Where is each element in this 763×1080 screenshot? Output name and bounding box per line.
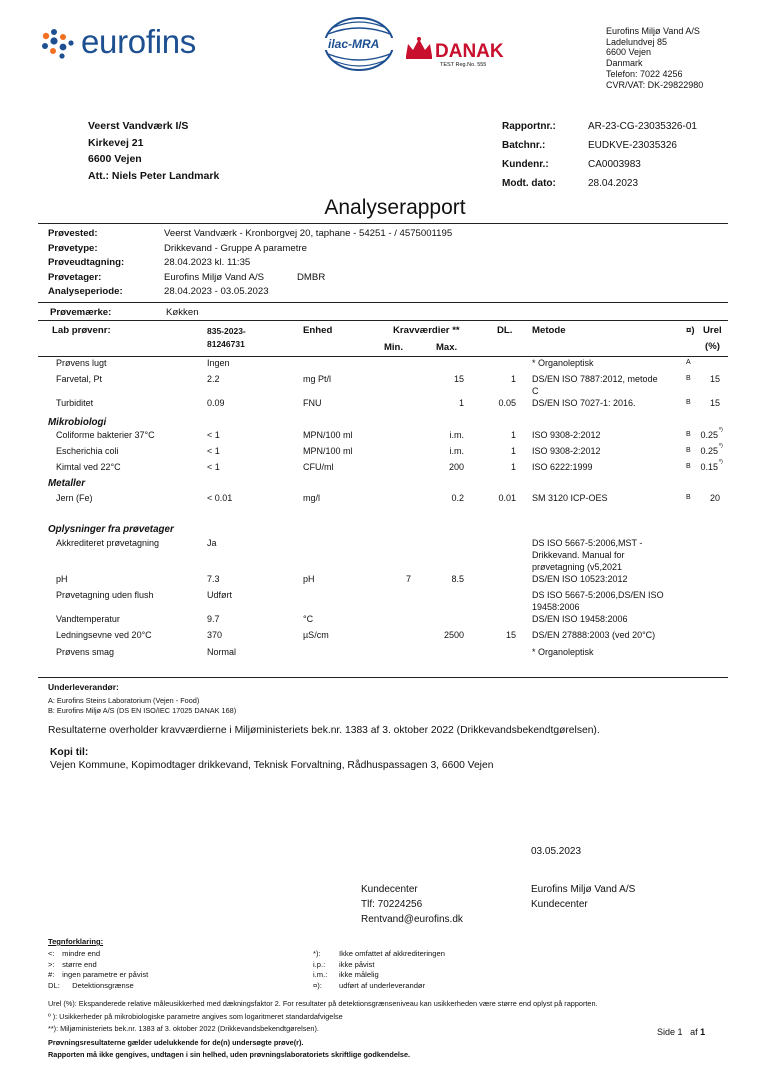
- unit: µS/cm: [303, 630, 329, 640]
- legend-item: *): Ikke omfattet af akkrediteringen: [313, 949, 445, 958]
- method: DS/EN ISO 19458:2006: [532, 614, 628, 624]
- info-value: Drikkevand - Gruppe A parametre: [164, 242, 307, 254]
- method: ISO 9308-2:2012: [532, 430, 601, 440]
- method: DS ISO 5667-5:2006,DS/EN ISO: [532, 590, 664, 600]
- col-urel-pct: (%): [705, 341, 720, 352]
- footer-note-1: Prøvningsresultaterne gælder udelukkende for de(n) undersøgte prøve(r).: [48, 1038, 304, 1047]
- parameter-name: Prøvens lugt: [56, 358, 107, 368]
- contact-center: Kundecenter: [361, 884, 418, 895]
- meta-row: [502, 155, 697, 174]
- info-value: Veerst Vandværk - Kronborgvej 20, taphane - 54251 - / 4575001195: [164, 228, 453, 239]
- result-value: < 0.01: [207, 493, 233, 503]
- meta-row: [502, 174, 697, 193]
- unit: MPN/100 ml: [303, 430, 353, 440]
- address-line: Telefon: 7022 4256: [606, 68, 683, 79]
- ilac-wordmark: ilac-MRA: [328, 37, 380, 51]
- danak-reg: TEST Reg.No. 555: [440, 62, 487, 68]
- eurofins-dots-icon: [40, 28, 76, 60]
- parameter-name: Prøvens smag: [56, 647, 115, 657]
- unit: mg/l: [303, 493, 321, 503]
- info-value: 28.04.2023 kl. 11:35: [164, 257, 251, 269]
- accreditation-mark: B: [686, 494, 691, 501]
- result-value: 2.2: [207, 374, 220, 384]
- accreditation-mark: B: [686, 399, 691, 406]
- conclusion: Resultaterne overholder kravværdierne i Miljøministeriets bek.nr. 1383 af 3. oktober 2022 (Drikkevandsbekendtgørelsen).: [48, 725, 600, 736]
- info-label: Prøveudtagning:: [48, 257, 125, 269]
- col-dl: DL.: [497, 325, 513, 336]
- divider: [38, 677, 728, 678]
- method: ISO 6222:1999: [532, 462, 593, 472]
- result-value: Ja: [207, 538, 217, 548]
- legend-item: #: ingen parametre er påvist: [48, 970, 149, 980]
- meta-value: CA0003983: [588, 159, 641, 170]
- section-title: Oplysninger fra prøvetager: [48, 524, 174, 535]
- urel-value: 15: [709, 374, 720, 384]
- ilac-mra-logo: [322, 16, 396, 72]
- method: DS ISO 5667-5:2006,MST -: [532, 538, 643, 548]
- address-line: CVR/VAT: DK-29822980: [606, 79, 704, 90]
- max-value: 0.2: [451, 493, 464, 503]
- result-value: 370: [207, 630, 223, 640]
- col-method: Metode: [532, 325, 566, 336]
- section-title: Metaller: [48, 478, 86, 489]
- method: * Organoleptisk: [532, 358, 594, 368]
- col-max: Max.: [436, 342, 458, 353]
- parameter-name: Kimtal ved 22°C: [56, 462, 121, 472]
- result-value: Udført: [207, 590, 233, 600]
- eurofins-logo: [40, 22, 220, 66]
- sample-marking: [50, 307, 199, 318]
- parameter-name: pH: [56, 574, 68, 584]
- recipient-line: 6600 Vejen: [88, 153, 142, 165]
- divider: [38, 320, 728, 321]
- unit: °C: [303, 614, 314, 624]
- max-value: 15: [453, 374, 464, 384]
- parameter-name: Ledningsevne ved 20°C: [56, 630, 152, 640]
- max-value: 2500: [443, 630, 464, 640]
- parameter-name: Turbiditet: [56, 398, 94, 408]
- subcontractor-title: Underleverandør:: [48, 682, 119, 692]
- method-line-3: prøvetagning (v5,2021: [532, 562, 623, 572]
- address-line: Ladelundvej 85: [606, 36, 668, 47]
- copy-title: Kopi til:: [50, 747, 89, 758]
- urel-value: 15: [709, 398, 720, 408]
- recipient-line: Veerst Vandværk I/S: [88, 120, 189, 132]
- page-number: Side 1 af 1: [657, 1027, 706, 1037]
- method: DS/EN 27888:2003 (ved 20°C): [532, 630, 656, 640]
- sample-id-2: 81246731: [207, 339, 245, 349]
- meta-row: [502, 117, 697, 136]
- max-value: 1: [458, 398, 464, 408]
- unit: mg Pt/l: [303, 374, 332, 384]
- contact-dept: Kundecenter: [531, 899, 588, 910]
- col-urel: Urel: [703, 325, 722, 336]
- meta-label: Modt. dato:: [502, 178, 556, 189]
- section-title: Mikrobiologi: [48, 417, 107, 428]
- result-value: < 1: [207, 430, 220, 440]
- detection-limit: 1: [510, 446, 516, 456]
- accreditation-mark: B: [686, 431, 691, 438]
- meta-value: 28.04.2023: [588, 178, 639, 189]
- address-line: Danmark: [606, 58, 643, 69]
- parameter-name: Akkrediteret prøvetagning: [56, 538, 160, 548]
- subcontractor-item: A: Eurofins Steins Laboratorium (Vejen - Food): [48, 696, 200, 705]
- contact-phone: Tlf: 70224256: [361, 899, 423, 910]
- method: ISO 9308-2:2012: [532, 446, 601, 456]
- method-line-2: Drikkevand. Manual for: [532, 550, 625, 560]
- eurofins-wordmark: eurofins: [81, 23, 197, 60]
- subcontractor-list: [48, 696, 236, 716]
- address-line: 6600 Vejen: [606, 47, 652, 58]
- method-line-2: 19458:2006: [532, 602, 580, 612]
- meta-value: AR-23-CG-23035326-01: [588, 121, 697, 132]
- divider: [38, 302, 728, 303]
- report-meta: [502, 117, 697, 193]
- info-row: [48, 227, 452, 242]
- parameter-name: Vandtemperatur: [56, 614, 120, 624]
- divider: [38, 223, 728, 224]
- urel-value: 0.25: [700, 430, 718, 440]
- meta-row: [502, 136, 697, 155]
- min-value: 7: [405, 574, 411, 584]
- accreditation-mark: A: [686, 359, 691, 366]
- legend-item: i.p.: ikke påvist: [313, 959, 375, 969]
- info-value: Eurofins Miljø Vand A/S: [164, 271, 265, 283]
- danak-logo: [404, 32, 514, 72]
- sample-id-1: 835-2023-: [207, 326, 246, 336]
- unit: pH: [303, 574, 315, 584]
- table-header: [0, 322, 763, 356]
- result-value: 0.09: [207, 398, 225, 408]
- info-label: Prøvetager:: [48, 271, 102, 283]
- info-row: [48, 285, 452, 300]
- urel-superscript: º): [719, 459, 723, 465]
- copy-text: Vejen Kommune, Kopimodtager drikkevand, Teknisk Forvaltning, Rådhuspassagen 3, 6600 Vejen: [50, 760, 494, 771]
- legend-item: DL: Detektionsgrænse: [48, 981, 134, 991]
- urel-value: 20: [709, 493, 720, 503]
- result-value: < 1: [207, 446, 220, 456]
- method-line-2: C: [532, 386, 539, 396]
- parameter-name: Escherichia coli: [56, 446, 119, 456]
- legend-notes: [48, 998, 748, 1036]
- footer-note-2: Rapporten må ikke gengives, undtagen i sin helhed, uden prøvningslaboratoriets skriftlige godkendelse.: [48, 1050, 411, 1059]
- recipient-line: Att.: Niels Peter Landmark: [88, 169, 220, 182]
- info-label: Analyseperiode:: [48, 286, 123, 298]
- unit: MPN/100 ml: [303, 446, 353, 456]
- method: * Organoleptisk: [532, 647, 594, 657]
- result-value: 7.3: [207, 574, 220, 584]
- legend-item: <: mindre end: [48, 949, 101, 958]
- divider: [38, 356, 728, 357]
- accreditation-mark: B: [686, 447, 691, 454]
- contact-email: Rentvand@eurofins.dk: [361, 914, 463, 925]
- sample-info: [48, 227, 452, 300]
- urel-value: 0.25: [700, 446, 718, 456]
- legend-note: Urel (%): Ekspanderede relative måleusikkerhed med dækningsfaktor 2. For resultater på detektionsgrænseniveau kan usikkerheden være større end oplyst på rapporten.: [48, 999, 598, 1008]
- method: DS/EN ISO 10523:2012: [532, 574, 628, 584]
- recipient-line: Kirkevej 21: [88, 136, 144, 149]
- detection-limit: 1: [510, 430, 516, 440]
- info-row: [48, 256, 452, 271]
- result-value: < 1: [207, 462, 220, 472]
- company-address: [606, 26, 703, 90]
- legend-item: >: større end: [48, 959, 97, 969]
- unit: FNU: [303, 398, 322, 408]
- max-value: 8.5: [451, 574, 464, 584]
- info-label: Prøvested:: [48, 228, 98, 239]
- contact-right: [531, 882, 635, 912]
- col-req: Kravværdier **: [393, 325, 460, 336]
- method: SM 3120 ICP-OES: [532, 493, 608, 503]
- legend-note: º ): Usikkerheder på mikrobiologiske parametre angives som logaritmeret standardafvigelse: [48, 1011, 343, 1021]
- legend-title: Tegnforklaring:: [48, 937, 104, 946]
- info-row: [48, 242, 452, 257]
- accreditation-mark: B: [686, 375, 691, 382]
- info-row: [48, 271, 452, 286]
- info-label: Prøvetype:: [48, 242, 98, 254]
- result-value: Normal: [207, 647, 237, 657]
- method: DS/EN ISO 7887:2012, metode: [532, 374, 658, 384]
- detection-limit: 1: [510, 462, 516, 472]
- info-value: 28.04.2023 - 03.05.2023: [164, 286, 269, 298]
- parameter-name: Jern (Fe): [56, 493, 93, 503]
- legend-left: [48, 949, 148, 992]
- accreditation-mark: B: [686, 463, 691, 470]
- contact-left: [361, 882, 463, 927]
- urel-superscript: º): [719, 443, 723, 449]
- max-value: i.m.: [449, 446, 464, 456]
- report-date: 03.05.2023: [531, 846, 582, 857]
- page-title: Analyserapport: [324, 196, 466, 219]
- meta-label: Kundenr.:: [502, 159, 549, 170]
- urel-superscript: º): [719, 427, 723, 433]
- result-value: 9.7: [207, 614, 220, 624]
- detection-limit: 15: [505, 630, 516, 640]
- legend-item: i.m.: ikke målelig: [313, 970, 379, 980]
- legend-right: [313, 949, 445, 992]
- meta-label: Batchnr.:: [502, 140, 546, 151]
- contact-company: Eurofins Miljø Vand A/S: [531, 884, 636, 895]
- parameter-name: Farvetal, Pt: [56, 374, 103, 384]
- address-line: Eurofins Miljø Vand A/S: [606, 26, 700, 36]
- col-unit: Enhed: [303, 325, 333, 336]
- urel-value: 0.15: [700, 462, 718, 472]
- col-min: Min.: [384, 342, 403, 353]
- danak-wordmark: DANAK: [435, 41, 504, 62]
- detection-limit: 1: [510, 374, 516, 384]
- col-acc: ¤): [686, 325, 695, 336]
- marking-label: Prøvemærke:: [50, 307, 112, 318]
- meta-label: Rapportnr.:: [502, 121, 556, 132]
- unit: CFU/ml: [303, 462, 334, 472]
- result-value: Ingen: [207, 358, 230, 368]
- detection-limit: 0.05: [498, 398, 516, 408]
- parameter-name: Prøvetagning uden flush: [56, 590, 154, 600]
- parameter-name: Coliforme bakterier 37°C: [56, 430, 155, 440]
- method: DS/EN ISO 7027-1: 2016.: [532, 398, 636, 408]
- info-extra: DMBR: [297, 271, 326, 283]
- max-value: i.m.: [449, 430, 464, 440]
- marking-value: Køkken: [166, 307, 199, 318]
- meta-value: EUDKVE-23035326: [588, 140, 677, 151]
- legend-note: **): Miljøministeriets bek.nr. 1383 af 3. oktober 2022 (Drikkevandsbekendtgørelsen).: [48, 1024, 319, 1033]
- crown-icon: [404, 36, 434, 60]
- subcontractor-item: B: Eurofins Miljø A/S (DS EN ISO/IEC 17025 DANAK 168): [48, 706, 237, 715]
- max-value: 200: [448, 462, 464, 472]
- legend-item: ¤): udført af underleverandør: [313, 981, 426, 991]
- col-lab: Lab prøvenr:: [52, 325, 111, 336]
- recipient-address: [88, 118, 219, 184]
- detection-limit: 0.01: [498, 493, 516, 503]
